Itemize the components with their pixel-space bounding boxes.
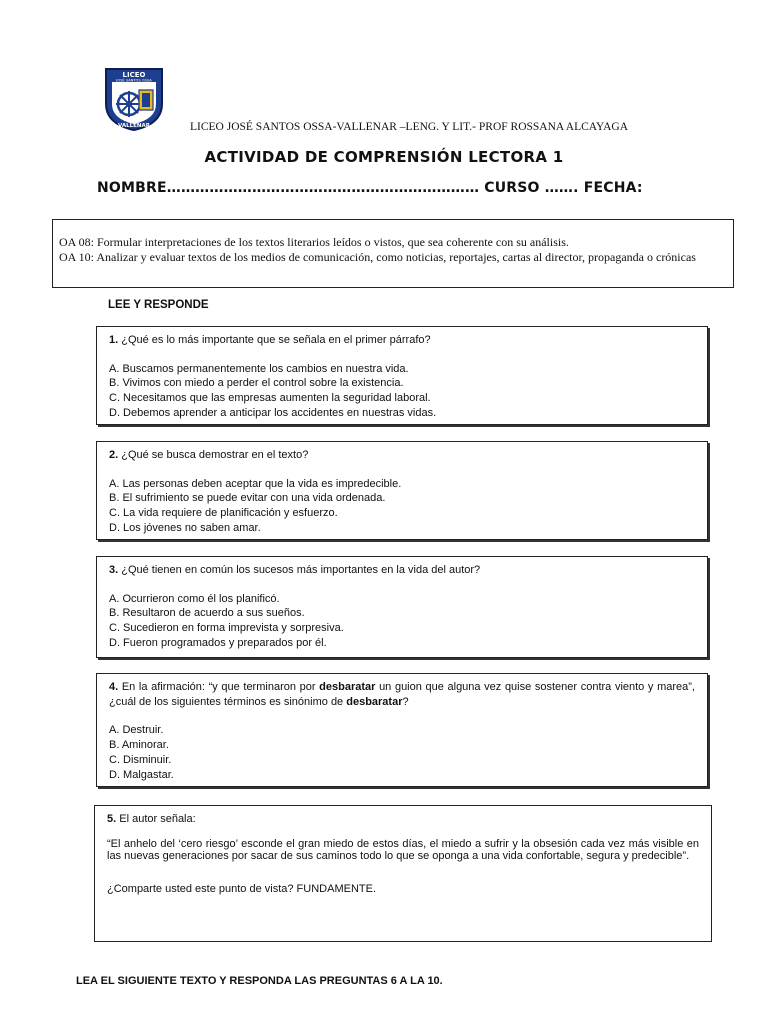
option-b: B. Vivimos con miedo a perder el control sobre la existencia. [109,377,404,390]
question-number: 1. [109,334,119,346]
option-b: B. Resultaron de acuerdo a sus sueños. [109,607,305,620]
question-4-box [96,673,708,787]
question-5-box [94,805,712,942]
option-d: D. Los jóvenes no saben amar. [109,521,261,534]
logo-text-bottom: VALLENAR [117,123,151,129]
question-number: 3. [109,564,119,576]
option-c: C. Sucedieron en forma imprevista y sorpresiva. [109,622,344,635]
option-b: B. Aminorar. [109,739,169,752]
question-2-text: 2. ¿Qué se busca demostrar en el texto? [109,449,309,461]
question-number: 4. [109,681,119,693]
question-1-text: 1. ¿Qué es lo más importante que se señala en el primer párrafo? [109,334,431,346]
question-5-quote: “El anhelo del ‘cero riesgo’ esconde el gran miedo de estos días, el miedo a sufrir y la obsesión cada vez más visible en las nuevas generaciones por sacar de sus caminos todo lo que se oponga a una vida confortable, segura y predecible”. [107,837,699,862]
question-5-prompt: ¿Comparte usted este punto de vista? FUNDAMENTE. [107,882,376,895]
question-4-text: 4. En la afirmación: “y que terminaron por desbaratar un guion que alguna vez quise sostener contra viento y marea”, ¿cuál de los siguientes términos es sinónimo de desbaratar? [109,681,695,708]
option-a: A. Las personas deben aceptar que la vida es impredecible. [109,477,402,490]
option-a: A. Buscamos permanentemente los cambios en nuestra vida. [109,362,409,375]
question-5-text: 5. El autor señala: [107,813,196,825]
question-number: 2. [109,449,119,461]
question-3-text: 3. ¿Qué tienen en común los sucesos más importantes en la vida del autor? [109,564,481,576]
question-3-box [96,556,708,658]
option-d: D. Fueron programados y preparados por él. [109,636,327,649]
school-logo [103,66,165,132]
key-word: desbaratar [346,695,403,708]
student-info-line: NOMBRE………………………………………………………… CURSO ……. FECHA: [97,180,643,196]
instruction-heading: LEE Y RESPONDE [108,299,209,311]
logo-text-top: LICEO [122,71,146,79]
option-a: A. Destruir. [109,724,164,737]
option-c: C. Disminuir. [109,753,172,766]
school-line: LICEO JOSÉ SANTOS OSSA-VALLENAR –LENG. Y LIT.- PROF ROSSANA ALCAYAGA [190,121,629,133]
question-2-box [96,441,708,540]
objective-oa08: OA 08: Formular interpretaciones de los textos literarios leídos o vistos, que sea coherente con su análisis. [59,235,569,249]
option-a: A. Ocurrieron como él los planificó. [109,592,280,605]
question-number: 5. [107,813,117,825]
objectives-box [52,219,734,288]
objective-oa10: OA 10: Analizar y evaluar textos de los medios de comunicación, como noticias, reportajes, cartas al director, propaganda o crónicas [59,250,696,264]
option-c: C. La vida requiere de planificación y esfuerzo. [109,507,338,520]
logo-text-sub: JOSÉ SANTOS OSSA [116,78,152,83]
option-c: C. Necesitamos que las empresas aumenten la seguridad laboral. [109,392,431,405]
key-word: desbaratar [319,681,376,693]
footer-instruction: LEA EL SIGUIENTE TEXTO Y RESPONDA LAS PREGUNTAS 6 A LA 10. [76,975,443,987]
question-1-box [96,326,708,425]
option-d: D. Debemos aprender a anticipar los accidentes en nuestras vidas. [109,406,437,419]
option-d: D. Malgastar. [109,768,174,781]
option-b: B. El sufrimiento se puede evitar con una vida ordenada. [109,492,386,505]
page-title: ACTIVIDAD DE COMPRENSIÓN LECTORA 1 [204,148,564,166]
